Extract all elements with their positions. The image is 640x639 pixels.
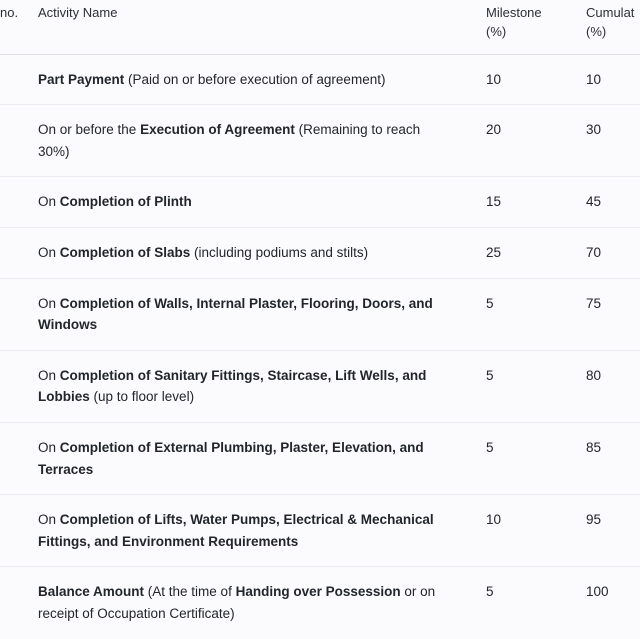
table-row bbox=[0, 105, 640, 177]
cell-activity: On Completion of Walls, Internal Plaster, Flooring, Doors, and Windows bbox=[36, 278, 482, 350]
table-row bbox=[0, 54, 640, 105]
table-row bbox=[0, 567, 640, 639]
cell-milestone-percent: 5 bbox=[482, 423, 582, 495]
cell-activity: On Completion of Lifts, Water Pumps, Electrical & Mechanical Fittings, and Environment Requirements bbox=[36, 495, 482, 567]
cell-cumulative-percent: 80 bbox=[582, 350, 640, 422]
cell-activity: On Completion of Plinth bbox=[36, 177, 482, 228]
cell-activity: On Completion of Sanitary Fittings, Staircase, Lift Wells, and Lobbies (up to floor level) bbox=[36, 350, 482, 422]
cell-cumulative-percent: 45 bbox=[582, 177, 640, 228]
cell-activity: On Completion of External Plumbing, Plaster, Elevation, and Terraces bbox=[36, 423, 482, 495]
column-header-cumulative-unit: (%) bbox=[586, 23, 607, 39]
cell-sr-no bbox=[0, 228, 36, 279]
cell-milestone-percent: 10 bbox=[482, 54, 582, 105]
cell-milestone-percent: 25 bbox=[482, 228, 582, 279]
cell-cumulative-percent: 75 bbox=[582, 278, 640, 350]
cell-activity: On Completion of Slabs (including podiums and stilts) bbox=[36, 228, 482, 279]
table-row bbox=[0, 278, 640, 350]
table-header bbox=[0, 0, 640, 54]
cell-sr-no bbox=[0, 567, 36, 639]
column-header-cumulative-label: Cumulat bbox=[586, 5, 635, 20]
cell-cumulative-percent: 95 bbox=[582, 495, 640, 567]
table-row bbox=[0, 228, 640, 279]
cell-activity: Balance Amount (At the time of Handing over Possession or on receipt of Occupation Certificate) bbox=[38, 584, 436, 621]
cell-cumulative-percent: 70 bbox=[582, 228, 640, 279]
column-header-sr-no: no. bbox=[0, 0, 36, 54]
cell-milestone-percent: 5 bbox=[482, 350, 582, 422]
column-header-milestone-unit: (%) bbox=[486, 23, 507, 39]
cell-cumulative-percent: 10 bbox=[582, 54, 640, 105]
cell-sr-no bbox=[0, 177, 36, 228]
cell-milestone-percent: 15 bbox=[482, 177, 582, 228]
table-row bbox=[0, 177, 640, 228]
cell-cumulative-percent: 30 bbox=[582, 105, 640, 177]
cell-milestone-percent: 10 bbox=[482, 495, 582, 567]
cell-sr-no bbox=[0, 423, 36, 495]
cell-milestone-percent: 5 bbox=[482, 278, 582, 350]
cell-cumulative-percent: 100 bbox=[586, 584, 609, 600]
header-row bbox=[0, 0, 640, 54]
cell-cumulative-percent: 85 bbox=[582, 423, 640, 495]
column-header-milestone bbox=[482, 0, 582, 54]
cell-sr-no bbox=[0, 105, 36, 177]
table-row bbox=[0, 495, 640, 567]
table-row bbox=[0, 350, 640, 422]
cell-milestone-percent: 20 bbox=[482, 105, 582, 177]
table-row bbox=[0, 423, 640, 495]
cell-activity: On or before the Execution of Agreement (Remaining to reach 30%) bbox=[36, 105, 482, 177]
column-header-cumulative bbox=[582, 0, 640, 54]
table-body bbox=[0, 54, 640, 638]
column-header-activity: Activity Name bbox=[36, 0, 482, 54]
cell-sr-no bbox=[0, 495, 36, 567]
cell-milestone-percent: 5 bbox=[486, 584, 494, 600]
cell-sr-no bbox=[0, 54, 36, 105]
cell-activity: Part Payment (Paid on or before execution of agreement) bbox=[36, 54, 482, 105]
column-header-milestone-label: Milestone bbox=[486, 5, 542, 20]
cell-sr-no bbox=[0, 350, 36, 422]
cell-sr-no bbox=[0, 278, 36, 350]
